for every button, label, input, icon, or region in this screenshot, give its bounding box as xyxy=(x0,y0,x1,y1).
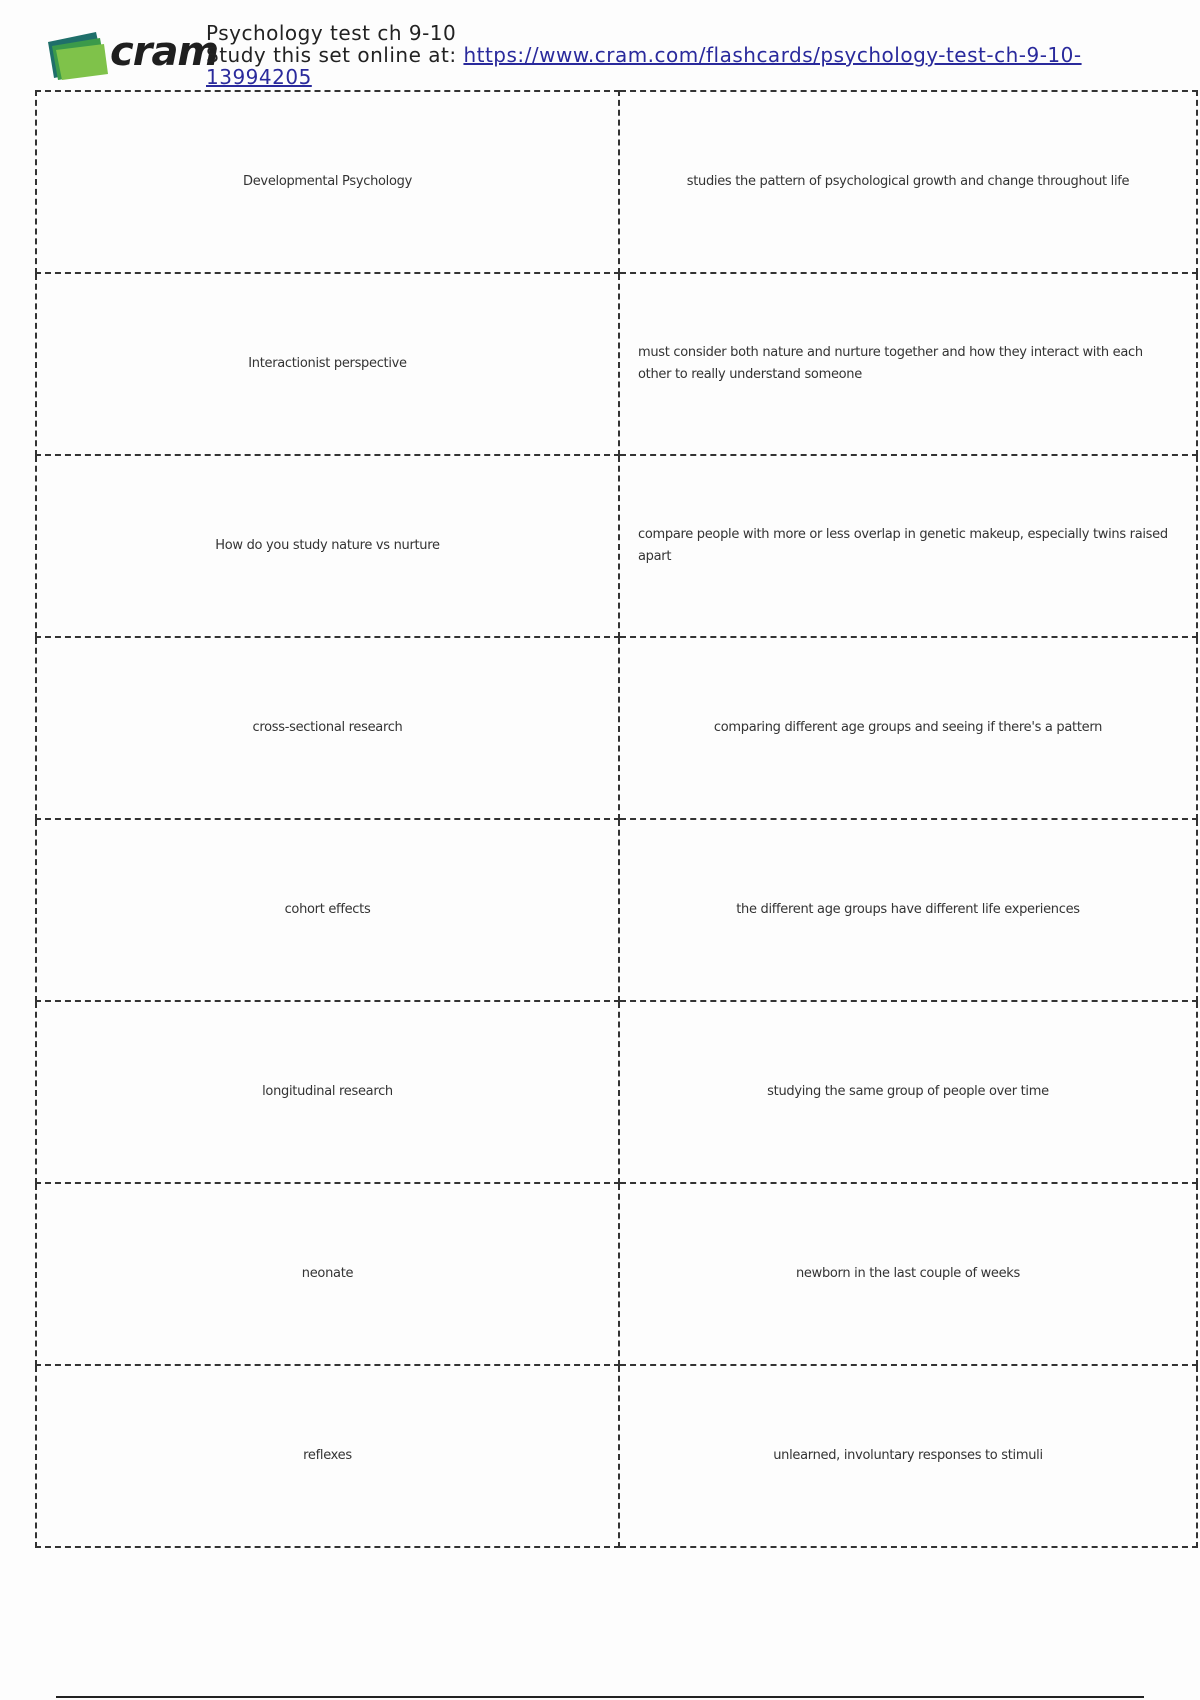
logo-wordmark: cram xyxy=(110,29,219,75)
flashcard-table xyxy=(35,90,1198,1548)
card-definition: comparing different age groups and seeing if there's a pattern xyxy=(619,637,1197,819)
card-term: Developmental Psychology xyxy=(36,91,619,273)
card-definition: the different age groups have different life experiences xyxy=(619,819,1197,1001)
card-definition: compare people with more or less overlap in genetic makeup, especially twins raised apart xyxy=(619,455,1197,637)
card-term: How do you study nature vs nurture xyxy=(36,455,619,637)
card-term: reflexes xyxy=(36,1365,619,1547)
card-row xyxy=(36,455,1197,637)
card-definition: unlearned, involuntary responses to stimuli xyxy=(619,1365,1197,1547)
header-text xyxy=(206,22,1166,88)
cram-logo[interactable] xyxy=(44,28,219,82)
set-title: Psychology test ch 9-10 xyxy=(206,21,457,45)
card-definition: studying the same group of people over time xyxy=(619,1001,1197,1183)
card-row xyxy=(36,273,1197,455)
card-row xyxy=(36,819,1197,1001)
card-row xyxy=(36,1365,1197,1547)
card-row xyxy=(36,637,1197,819)
study-prefix: Study this set online at: xyxy=(206,43,457,67)
card-definition: must consider both nature and nurture together and how they interact with each other to really understand someone xyxy=(619,273,1197,455)
card-row xyxy=(36,1183,1197,1365)
study-link[interactable]: https://www.cram.com/flashcards/psychology-test-ch-9-10-13994205 xyxy=(206,43,1082,89)
card-term: neonate xyxy=(36,1183,619,1365)
card-term: longitudinal research xyxy=(36,1001,619,1183)
card-definition: newborn in the last couple of weeks xyxy=(619,1183,1197,1365)
card-term: cross-sectional research xyxy=(36,637,619,819)
study-line xyxy=(206,43,1082,89)
page-header xyxy=(44,22,1154,88)
card-row xyxy=(36,91,1197,273)
footer-rule xyxy=(56,1696,1144,1698)
card-definition: studies the pattern of psychological growth and change throughout life xyxy=(619,91,1197,273)
card-row xyxy=(36,1001,1197,1183)
cram-logo-icon xyxy=(44,28,112,82)
card-term: cohort effects xyxy=(36,819,619,1001)
card-term: Interactionist perspective xyxy=(36,273,619,455)
